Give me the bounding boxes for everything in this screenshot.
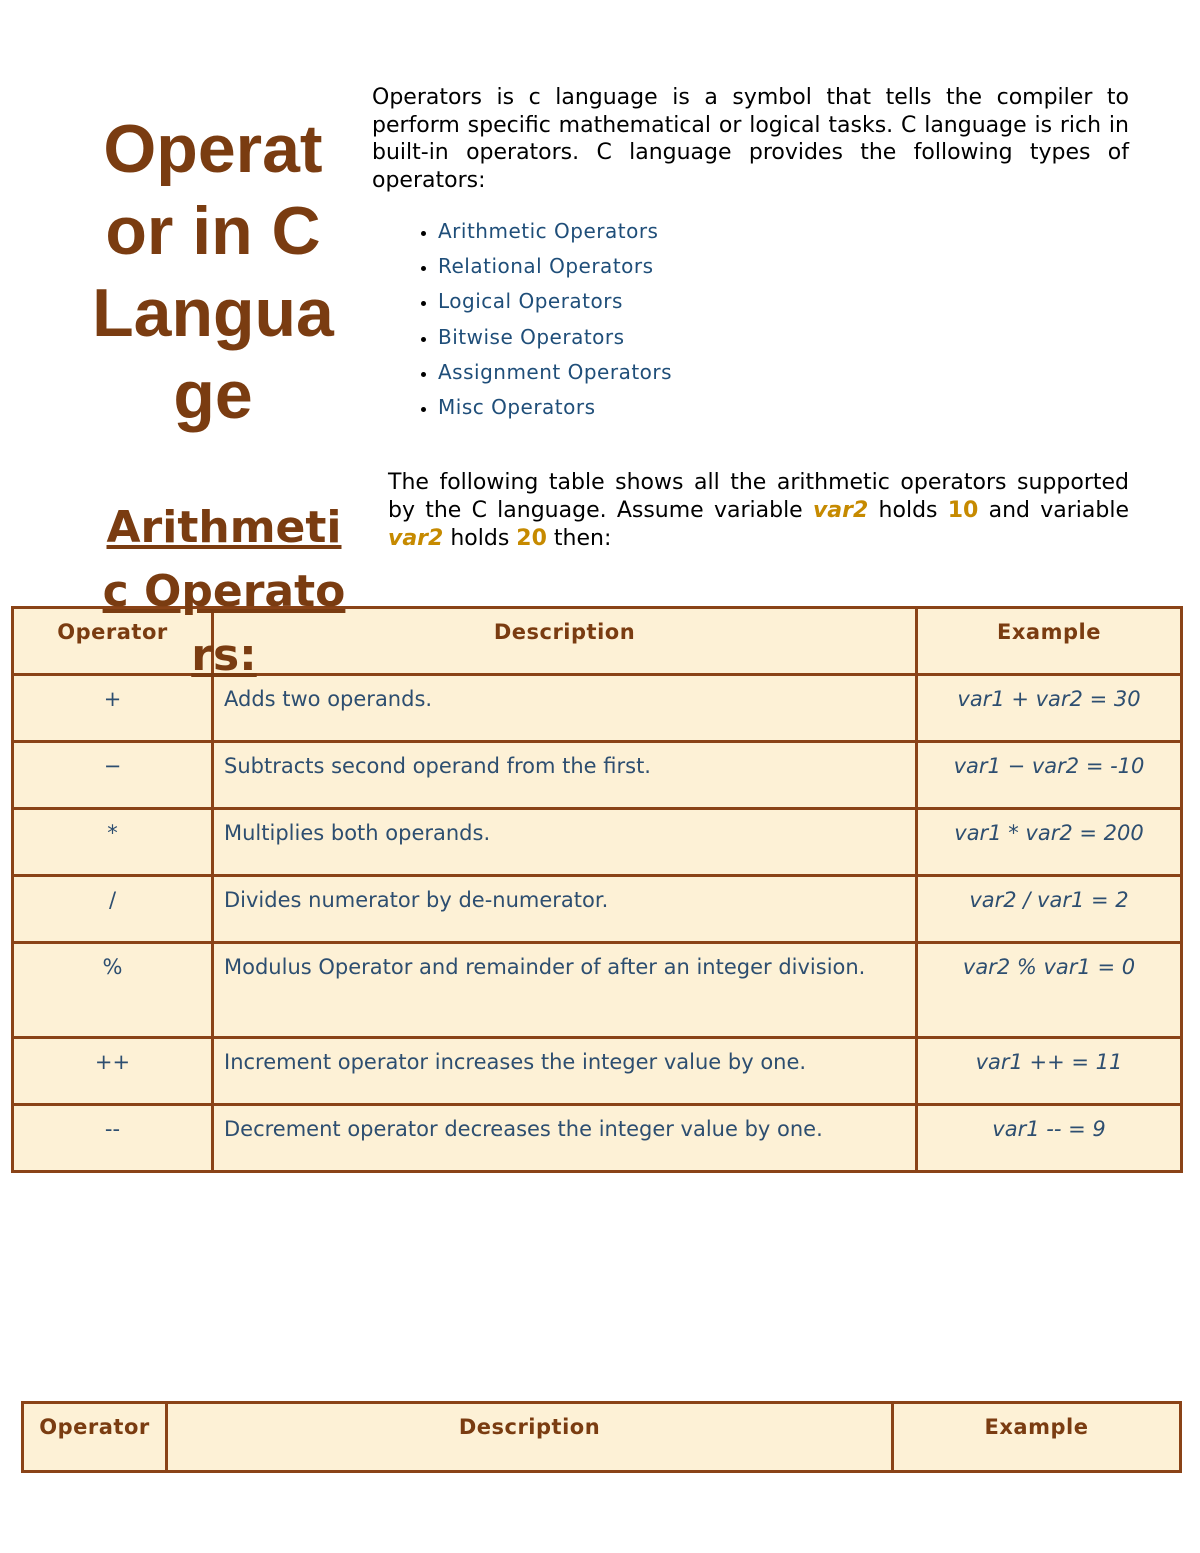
intro2-text: The following table shows all the arithmetic operators supported by the C language. Assume variable [388,470,1129,523]
example-cell: var2 % var1 = 0 [917,943,1182,1038]
section-title: Arithmetic Operators: [102,502,346,681]
operator-cell: * [13,809,213,876]
example-cell: var1 + var2 = 30 [917,675,1182,742]
table-row [13,809,1182,876]
example-cell: var1 − var2 = -10 [917,742,1182,809]
header-description: Description [167,1403,893,1472]
table-row [13,742,1182,809]
header-description: Description [213,608,917,675]
operator-types-list [372,214,1195,425]
variable-value: 20 [516,526,547,551]
list-item-assignment[interactable]: • Assignment Operators [438,355,1195,390]
header-example: Example [893,1403,1181,1472]
example-cell: var2 / var1 = 2 [917,876,1182,943]
description-cell: Subtracts second operand from the first. [213,742,917,809]
table-row [13,1038,1182,1105]
list-item-arithmetic[interactable]: • Arithmetic Operators [438,214,1195,249]
second-operators-table [21,1401,1182,1473]
list-item-misc[interactable]: • Misc Operators [438,390,1195,425]
example-cell: var1 * var2 = 200 [917,809,1182,876]
operator-cell: % [13,943,213,1038]
table-intro-paragraph [388,469,1129,553]
description-cell: Adds two operands. [213,675,917,742]
description-cell: Decrement operator decreases the integer value by one. [213,1105,917,1172]
intro2-text: holds [868,498,948,523]
header-operator: Operator [13,608,213,675]
operator-cell: / [13,876,213,943]
intro2-text: holds [443,526,517,551]
operator-cell: + [13,675,213,742]
description-cell: Modulus Operator and remainder of after an integer division. [213,943,917,1038]
example-cell: var1 -- = 9 [917,1105,1182,1172]
list-item-bitwise[interactable]: • Bitwise Operators [438,320,1195,355]
intro-paragraph: Operators is c language is a symbol that tells the compiler to perform specific mathematical or logical tasks. C language is rich in built-in operators. C language provides the following types of operators: [372,85,1129,193]
header-example: Example [917,608,1182,675]
variable-name: var2 [812,498,869,523]
operator-cell: -- [13,1105,213,1172]
variable-value: 10 [947,498,979,523]
list-item-relational[interactable]: • Relational Operators [438,249,1195,284]
variable-name: var2 [388,526,444,551]
operator-cell: ++ [13,1038,213,1105]
header-operator: Operator [23,1403,167,1472]
intro2-text: then: [546,526,612,551]
operator-cell: − [13,742,213,809]
table-header-row [23,1403,1181,1472]
description-cell: Divides numerator by de-numerator. [213,876,917,943]
page-title: Operator in C Language [92,111,334,433]
intro2-text: and variable [978,498,1129,523]
arithmetic-operators-table [11,606,1183,1173]
description-cell: Increment operator increases the integer value by one. [213,1038,917,1105]
example-cell: var1 ++ = 11 [917,1038,1182,1105]
table-row [13,943,1182,1038]
list-item-logical[interactable]: • Logical Operators [438,284,1195,319]
description-cell: Multiplies both operands. [213,809,917,876]
table-row [13,1105,1182,1172]
table-row [13,876,1182,943]
